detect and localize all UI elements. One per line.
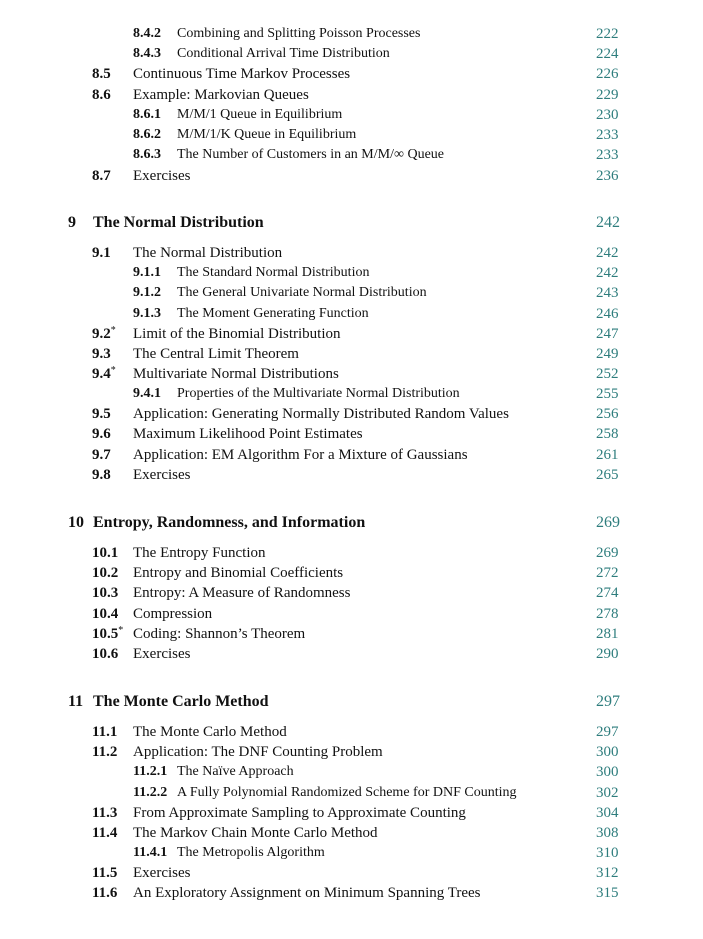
toc-entry-title: The Monte Carlo Method xyxy=(133,724,287,740)
toc-entry[interactable] xyxy=(0,783,703,803)
toc-entry-title: Properties of the Multivariate Normal Distribution xyxy=(177,386,460,401)
toc-entry[interactable] xyxy=(0,742,703,762)
toc-page-link[interactable]: 297 xyxy=(596,693,620,710)
toc-entry[interactable] xyxy=(0,324,703,344)
toc-page-link[interactable]: 281 xyxy=(596,626,619,642)
toc-entry-number: 8.6 xyxy=(92,87,111,103)
toc-entry[interactable] xyxy=(0,563,703,583)
toc-page-link[interactable]: 236 xyxy=(596,168,619,184)
toc-entry-title: Exercises xyxy=(133,646,191,662)
toc-page-link[interactable]: 229 xyxy=(596,87,619,103)
toc-entry-title: The Entropy Function xyxy=(133,545,266,561)
toc-entry[interactable] xyxy=(0,445,703,465)
toc-page-link[interactable]: 300 xyxy=(596,744,619,760)
toc-entry-number: 10.5* xyxy=(92,625,124,642)
toc-entry-number: 8.6.3 xyxy=(133,147,161,162)
toc-entry-number: 8.4.3 xyxy=(133,46,161,61)
toc-entry[interactable] xyxy=(0,604,703,624)
toc-page-link[interactable]: 242 xyxy=(596,214,620,231)
toc-entry-number: 11.5 xyxy=(92,865,118,881)
toc-page-link[interactable]: 297 xyxy=(596,724,619,740)
toc-entry-title: The Moment Generating Function xyxy=(177,306,369,321)
toc-entry-title: M/M/1 Queue in Equilibrium xyxy=(177,107,343,122)
toc-entry[interactable] xyxy=(0,624,703,644)
toc-entry-title: Compression xyxy=(133,606,213,622)
toc-page-link[interactable]: 315 xyxy=(596,885,619,901)
toc-entry-number: 11.1 xyxy=(92,724,118,740)
toc-entry-number: 11.6 xyxy=(92,885,118,901)
toc-entry[interactable] xyxy=(0,24,703,44)
toc-entry-title: The General Univariate Normal Distribution xyxy=(177,285,427,300)
starred-marker: * xyxy=(118,625,124,636)
toc-entry-number: 9.4.1 xyxy=(133,386,161,401)
toc-page-link[interactable]: 230 xyxy=(596,107,619,123)
toc-entry-title: The Number of Customers in an M/M/∞ Queue xyxy=(177,147,444,162)
toc-entry[interactable] xyxy=(0,125,703,145)
toc-entry[interactable] xyxy=(0,105,703,125)
toc-entry-title: Entropy: A Measure of Randomness xyxy=(133,585,351,601)
toc-entry-title: The Normal Distribution xyxy=(93,214,264,231)
toc-page-link[interactable]: 226 xyxy=(596,66,619,82)
toc-entry[interactable] xyxy=(0,762,703,782)
toc-entry-number: 11.2.1 xyxy=(133,764,168,779)
toc-page-link[interactable]: 256 xyxy=(596,406,619,422)
toc-entry-title: A Fully Polynomial Randomized Scheme for DNF Counting xyxy=(177,785,517,800)
toc-entry[interactable] xyxy=(0,243,703,263)
toc-entry-number: 10.4 xyxy=(92,606,119,622)
toc-entry-title: Exercises xyxy=(133,168,191,184)
toc-entry-title: Coding: Shannon’s Theorem xyxy=(133,626,306,642)
toc-entry-number: 10.1 xyxy=(92,545,119,561)
toc-entry-title: The Naïve Approach xyxy=(177,764,294,779)
toc-entry-number: 9.1 xyxy=(92,245,111,261)
toc-entry-number: 11.3 xyxy=(92,805,118,821)
toc-page-link[interactable]: 300 xyxy=(596,764,619,780)
toc-entry-title: Combining and Splitting Poisson Processes xyxy=(177,26,421,41)
toc-entry[interactable] xyxy=(0,344,703,364)
toc-entry-number: 10.3 xyxy=(92,585,119,601)
toc-entry[interactable] xyxy=(0,364,703,384)
toc-entry[interactable] xyxy=(0,44,703,64)
toc-entry-title: An Exploratory Assignment on Minimum Spanning Trees xyxy=(133,885,481,901)
toc-entry-title: Conditional Arrival Time Distribution xyxy=(177,46,390,61)
toc-page-link[interactable]: 290 xyxy=(596,646,619,662)
toc-page-link[interactable]: 274 xyxy=(596,585,619,601)
toc-page-link[interactable]: 222 xyxy=(596,26,619,42)
toc-chapter[interactable] xyxy=(0,692,703,712)
toc-entry-number: 9.1.3 xyxy=(133,306,161,321)
toc-page-link[interactable]: 278 xyxy=(596,606,619,622)
toc-entry-title: Maximum Likelihood Point Estimates xyxy=(133,426,363,442)
toc-entry-title: Application: The DNF Counting Problem xyxy=(133,744,383,760)
toc-page-link[interactable]: 247 xyxy=(596,326,619,342)
toc-page-link[interactable]: 272 xyxy=(596,565,619,581)
toc-chapter[interactable] xyxy=(0,213,703,233)
toc-entry-title: Application: Generating Normally Distributed Random Values xyxy=(133,406,509,422)
toc-page-link[interactable]: 243 xyxy=(596,285,619,301)
toc-entry[interactable] xyxy=(0,823,703,843)
toc-entry-number: 9.1.2 xyxy=(133,285,161,300)
toc-entry[interactable] xyxy=(0,404,703,424)
toc-page-link[interactable]: 233 xyxy=(596,147,619,163)
toc-page-link[interactable]: 233 xyxy=(596,127,619,143)
toc-entry-title: Example: Markovian Queues xyxy=(133,87,309,103)
toc-page-link[interactable]: 302 xyxy=(596,785,619,801)
toc-entry[interactable] xyxy=(0,263,703,283)
toc-page-link[interactable]: 312 xyxy=(596,865,619,881)
toc-entry-title: The Central Limit Theorem xyxy=(133,346,299,362)
toc-entry[interactable] xyxy=(0,145,703,165)
toc-entry[interactable] xyxy=(0,85,703,105)
toc-entry[interactable] xyxy=(0,166,703,186)
toc-entry-title: From Approximate Sampling to Approximate Counting xyxy=(133,805,466,821)
toc-entry-number: 9.3 xyxy=(92,346,111,362)
toc-page-link[interactable]: 246 xyxy=(596,306,619,322)
toc-entry-number: 11.4.1 xyxy=(133,845,168,860)
toc-entry-number: 9.1.1 xyxy=(133,265,161,280)
toc-entry[interactable] xyxy=(0,283,703,303)
toc-entry-number: 11.2.2 xyxy=(133,785,168,800)
toc-entry-number: 10 xyxy=(68,514,84,531)
toc-chapter[interactable] xyxy=(0,513,703,533)
toc-page-link[interactable]: 310 xyxy=(596,845,619,861)
toc-entry-number: 9.4* xyxy=(92,365,116,382)
toc-entry-number: 9.5 xyxy=(92,406,111,422)
toc-entry-number: 10.6 xyxy=(92,646,119,662)
toc-entry[interactable] xyxy=(0,722,703,742)
toc-page-link[interactable]: 242 xyxy=(596,265,619,281)
toc-entry-number: 8.7 xyxy=(92,168,111,184)
toc-entry[interactable] xyxy=(0,424,703,444)
toc-entry-title: The Markov Chain Monte Carlo Method xyxy=(133,825,378,841)
toc-entry-number: 8.6.2 xyxy=(133,127,161,142)
toc-entry[interactable] xyxy=(0,465,703,485)
toc-page-link[interactable]: 242 xyxy=(596,245,619,261)
toc-entry-number: 8.5 xyxy=(92,66,111,82)
toc-page-link[interactable]: 304 xyxy=(596,805,619,821)
toc-page-link[interactable]: 255 xyxy=(596,386,619,402)
toc-entry-title: Entropy and Binomial Coefficients xyxy=(133,565,344,581)
toc-entry-title: Limit of the Binomial Distribution xyxy=(133,326,341,342)
toc-page-link[interactable]: 224 xyxy=(596,46,619,62)
toc-entry-title: The Normal Distribution xyxy=(133,245,283,261)
toc-entry-number: 11.2 xyxy=(92,744,118,760)
toc-entry-title: The Standard Normal Distribution xyxy=(177,265,370,280)
toc-entry[interactable] xyxy=(0,64,703,84)
toc-page-link[interactable]: 258 xyxy=(596,426,619,442)
toc-page-link[interactable]: 261 xyxy=(596,447,619,463)
toc-entry-number: 9.6 xyxy=(92,426,111,442)
toc-entry[interactable] xyxy=(0,883,703,903)
toc-entry[interactable] xyxy=(0,583,703,603)
toc-entry-number: 8.6.1 xyxy=(133,107,161,122)
toc-entry[interactable] xyxy=(0,843,703,863)
toc-entry-number: 9 xyxy=(68,214,76,231)
toc-page-link[interactable]: 249 xyxy=(596,346,619,362)
toc-entry-title: Exercises xyxy=(133,865,191,881)
toc-entry-number: 8.4.2 xyxy=(133,26,161,41)
toc-entry-number: 11.4 xyxy=(92,825,118,841)
starred-marker: * xyxy=(110,365,116,376)
toc-page-link[interactable]: 308 xyxy=(596,825,619,841)
toc-entry-number: 10.2 xyxy=(92,565,119,581)
toc-entry-number: 9.2* xyxy=(92,325,116,342)
toc-entry-title: Entropy, Randomness, and Information xyxy=(93,514,366,531)
toc-entry-number: 9.8 xyxy=(92,467,111,483)
toc-entry-number: 11 xyxy=(68,693,84,710)
toc-entry-title: Application: EM Algorithm For a Mixture of Gaussians xyxy=(133,447,468,463)
toc-entry-title: The Metropolis Algorithm xyxy=(177,845,325,860)
toc-entry-title: Continuous Time Markov Processes xyxy=(133,66,351,82)
toc-entry[interactable] xyxy=(0,863,703,883)
toc-entry-title: M/M/1/K Queue in Equilibrium xyxy=(177,127,357,142)
toc-entry-title: Multivariate Normal Distributions xyxy=(133,366,339,382)
toc-page-link[interactable]: 269 xyxy=(596,545,619,561)
toc-page-link[interactable]: 269 xyxy=(596,514,620,531)
toc-entry[interactable] xyxy=(0,543,703,563)
toc-entry-number: 9.7 xyxy=(92,447,111,463)
toc-entry-title: The Monte Carlo Method xyxy=(93,693,269,710)
toc-page-link[interactable]: 265 xyxy=(596,467,619,483)
toc-entry[interactable] xyxy=(0,384,703,404)
starred-marker: * xyxy=(110,325,116,336)
toc-entry[interactable] xyxy=(0,644,703,664)
toc-entry-title: Exercises xyxy=(133,467,191,483)
toc-entry[interactable] xyxy=(0,304,703,324)
toc-page-link[interactable]: 252 xyxy=(596,366,619,382)
toc-entry[interactable] xyxy=(0,803,703,823)
